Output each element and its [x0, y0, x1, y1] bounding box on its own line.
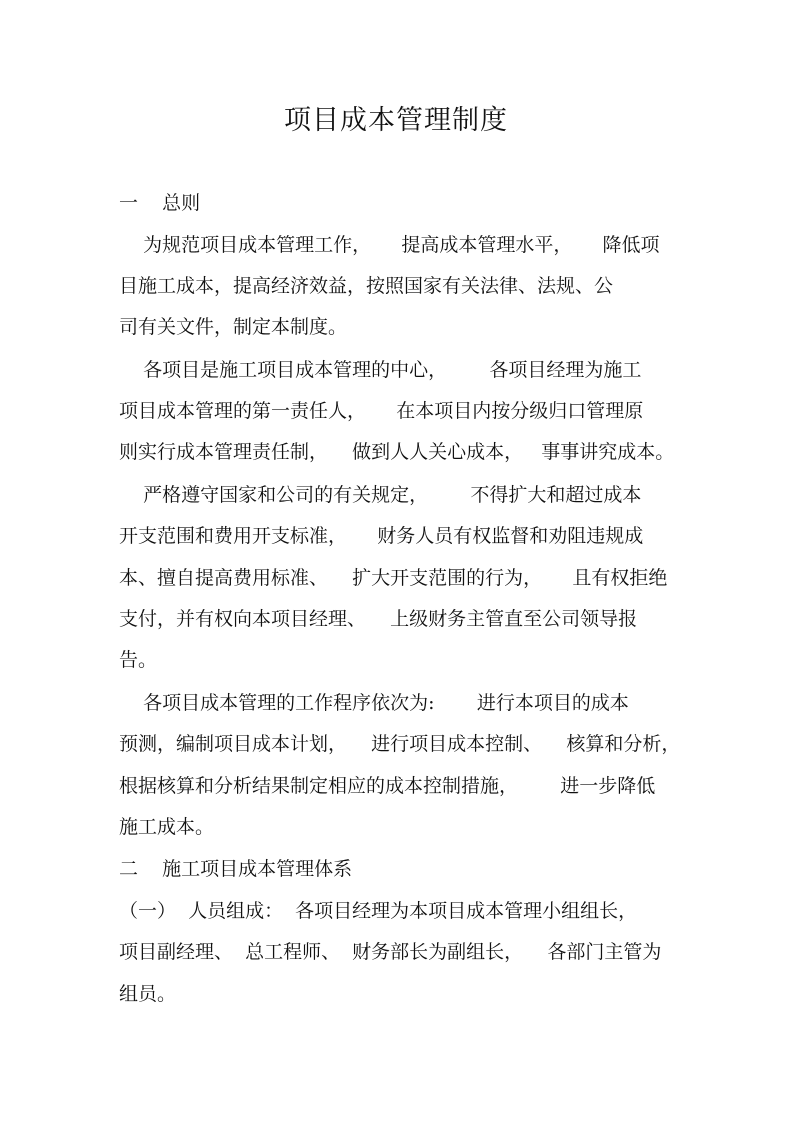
- paragraph-line: 支付，并有权向本项目经理、 上级财务主管直至公司领导报: [119, 608, 638, 630]
- paragraph-line: 项目副经理、 总工程师、 财务部长为副组长， 各部门主管为: [119, 941, 662, 963]
- paragraph-line: 司有关文件，制定本制度。: [119, 316, 348, 338]
- section-heading: 二 施工项目成本管理体系: [119, 858, 353, 880]
- paragraph-line: 为规范项目成本管理工作， 提高成本管理水平， 降低项: [119, 234, 660, 256]
- paragraph-line: 开支范围和费用开支标准， 财务人员有权监督和劝阻违规成: [119, 525, 644, 547]
- paragraph-line: 预测，编制项目成本计划， 进行项目成本控制、 核算和分析，: [119, 733, 681, 755]
- paragraph-line: 目施工成本，提高经济效益，按照国家有关法律、法规、公: [119, 275, 614, 297]
- document-title: 项目成本管理制度: [284, 105, 508, 136]
- paragraph-line: 严格遵守国家和公司的有关规定， 不得扩大和超过成本: [119, 484, 642, 506]
- paragraph-line: 各项目成本管理的工作程序依次为: 进行本项目的成本: [119, 692, 629, 714]
- paragraph-line: 施工成本。: [119, 816, 215, 838]
- paragraph-line: 组员。: [119, 983, 177, 1005]
- section-heading: 一 总则: [119, 192, 201, 214]
- paragraph-line: 各项目是施工项目成本管理的中心， 各项目经理为施工: [119, 359, 642, 381]
- paragraph-line: 项目成本管理的第一责任人， 在本项目内按分级归口管理原: [119, 400, 644, 422]
- paragraph-line: 则实行成本管理责任制， 做到人人关心成本， 事事讲究成本。: [119, 441, 675, 463]
- paragraph-line: （一） 人员组成： 各项目经理为本项目成本管理小组组长，: [119, 900, 638, 922]
- paragraph-line: 根据核算和分析结果制定相应的成本控制措施， 进一步降低: [119, 775, 656, 797]
- paragraph-line: 本、擅自提高费用标准、 扩大开支范围的行为， 且有权拒绝: [119, 567, 668, 589]
- paragraph-line: 告。: [119, 649, 158, 671]
